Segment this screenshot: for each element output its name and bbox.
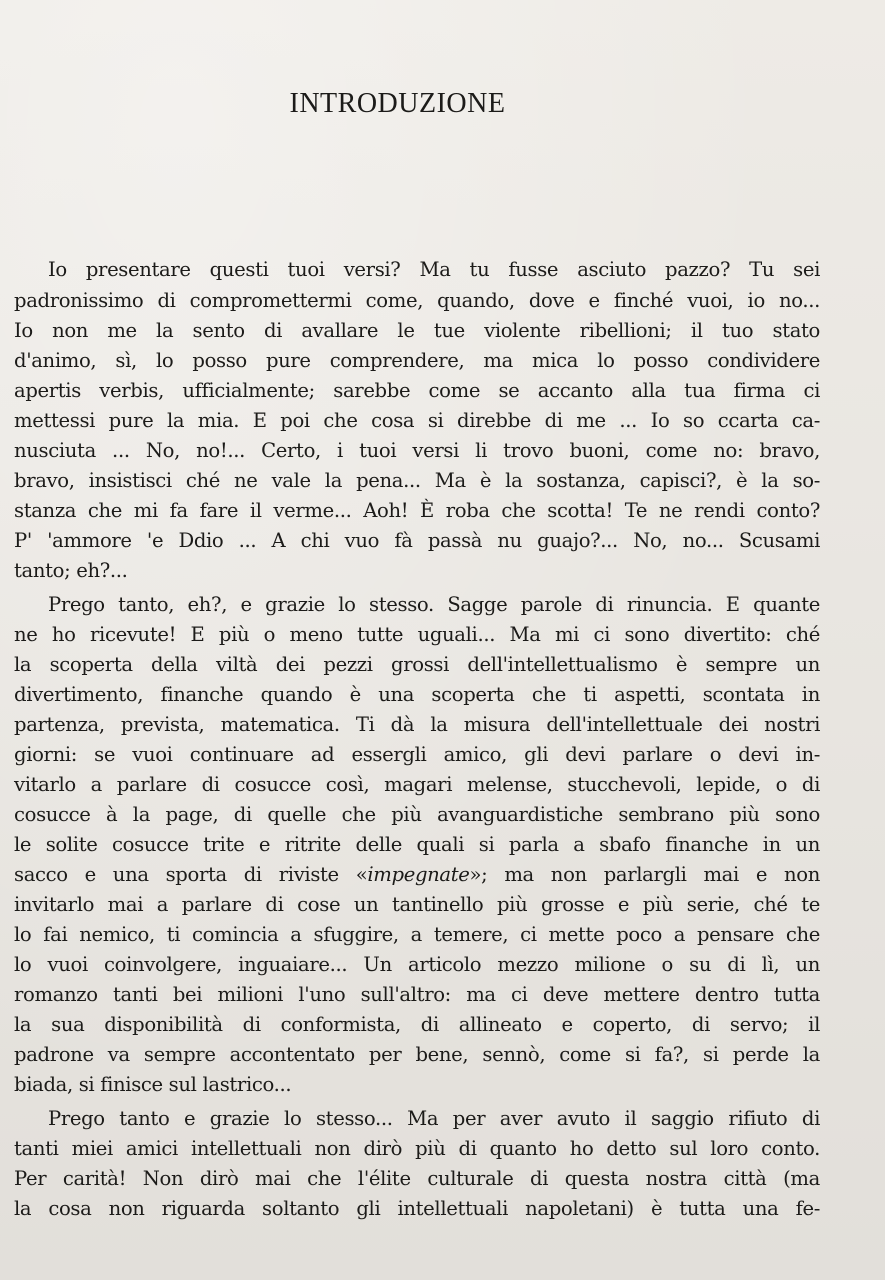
text-line: stanza che mi fa fare il verme... Aoh! È roba che scotta! Te ne rendi conto? xyxy=(14,499,820,522)
text-line: invitarlo mai a parlare di cose un tantinello più grosse e più serie, ché te xyxy=(14,893,820,916)
text-line: tanti miei amici intellettuali non dirò più di quanto ho detto sul loro conto. xyxy=(14,1137,820,1160)
text-line: partenza, prevista, matematica. Ti dà la misura dell'intellettuale dei nostri xyxy=(14,713,820,736)
text-line: apertis verbis, ufficialmente; sarebbe come se accanto alla tua firma ci xyxy=(14,379,820,402)
text-segment: sacco e una sporta di riviste « xyxy=(14,863,368,886)
text-line: cosucce à la page, di quelle che più avanguardistiche sembrano più sono xyxy=(14,803,820,826)
text-line: mettessi pure la mia. E poi che cosa si direbbe di me ... Io so ccarta ca- xyxy=(14,409,820,432)
text-line: P' 'ammore 'e Ddio ... A chi vuo fà passà nu guajo?... No, no... Scusami xyxy=(14,529,820,552)
text-line: padrone va sempre accontentato per bene, sennò, come si fa?, si perde la xyxy=(14,1043,820,1066)
text-line: lo vuoi coinvolgere, inguaiare... Un articolo mezzo milione o su di lì, un xyxy=(14,953,820,976)
text-line xyxy=(14,860,820,890)
page-title: INTRODUZIONE xyxy=(289,88,506,119)
text-line: Io presentare questi tuoi versi? Ma tu fusse asciuto pazzo? Tu sei xyxy=(48,258,820,281)
text-line: nusciuta ... No, no!... Certo, i tuoi versi li trovo buoni, come no: bravo, xyxy=(14,439,820,462)
text-line: d'animo, sì, lo posso pure comprendere, ma mica lo posso condividere xyxy=(14,349,820,372)
text-line: la scoperta della viltà dei pezzi grossi dell'intellettualismo è sempre un xyxy=(14,653,820,676)
text-line: Io non me la sento di avallare le tue violente ribellioni; il tuo stato xyxy=(14,319,820,342)
text-line: bravo, insistisci ché ne vale la pena... Ma è la sostanza, capisci?, è la so- xyxy=(14,469,820,492)
text-line: giorni: se vuoi continuare ad essergli amico, gli devi parlare o devi in- xyxy=(14,743,820,766)
text-line: lo fai nemico, ti comincia a sfuggire, a temere, ci mette poco a pensare che xyxy=(14,923,820,946)
text-line: Per carità! Non dirò mai che l'élite culturale di questa nostra città (ma xyxy=(14,1167,820,1190)
text-line: vitarlo a parlare di cosucce così, magari melense, stucchevoli, lepide, o di xyxy=(14,773,820,796)
italic-word: impegnate xyxy=(367,863,470,886)
text-line: Prego tanto, eh?, e grazie lo stesso. Sagge parole di rinuncia. E quante xyxy=(48,593,820,616)
text-line: la cosa non riguarda soltanto gli intellettuali napoletani) è tutta una fe- xyxy=(14,1197,820,1220)
text-line: la sua disponibilità di conformista, di allineato e coperto, di servo; il xyxy=(14,1013,820,1036)
text-line: Prego tanto e grazie lo stesso... Ma per aver avuto il saggio rifiuto di xyxy=(48,1107,820,1130)
text-line: tanto; eh?... xyxy=(14,559,128,582)
text-line: padronissimo di compromettermi come, quando, dove e finché vuoi, io no... xyxy=(14,289,820,312)
text-line: divertimento, finanche quando è una scoperta che ti aspetti, scontata in xyxy=(14,683,820,706)
text-line: biada, si finisce sul lastrico... xyxy=(14,1073,292,1096)
text-line: romanzo tanti bei milioni l'uno sull'altro: ma ci deve mettere dentro tutta xyxy=(14,983,820,1006)
text-line: le solite cosucce trite e ritrite delle quali si parla a sbafo finanche in un xyxy=(14,833,820,856)
text-segment: »; ma non parlargli mai e non xyxy=(469,863,820,886)
text-line: ne ho ricevute! E più o meno tutte uguali... Ma mi ci sono divertito: ché xyxy=(14,623,820,646)
